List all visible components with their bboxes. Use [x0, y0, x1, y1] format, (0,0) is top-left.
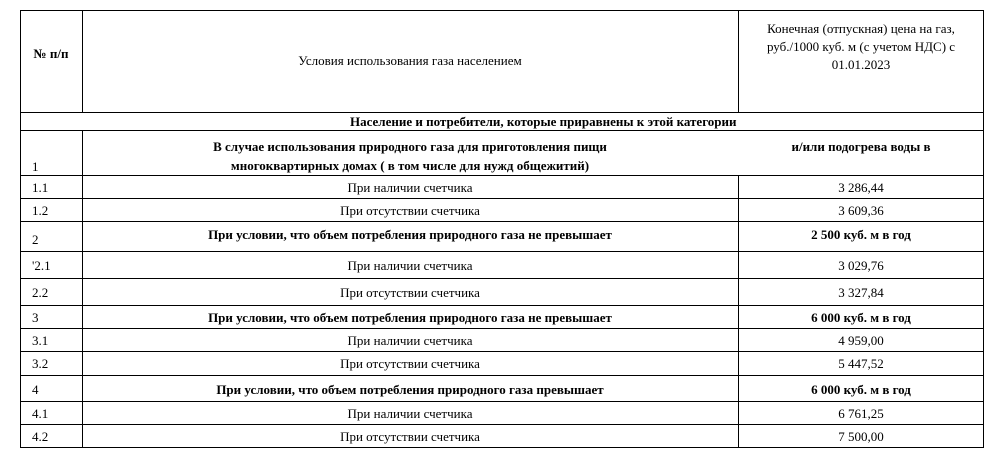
row-price: 6 000 куб. м в год — [811, 382, 911, 397]
header-price: Конечная (отпускная) цена на газ, руб./1000 куб. м (с учетом НДС) с 01.01.2023 — [766, 21, 956, 72]
row-price: 6 761,25 — [838, 406, 884, 421]
row-num: '2.1 — [32, 258, 51, 273]
row-price: 6 000 куб. м в год — [811, 310, 911, 325]
row-num: 1.2 — [32, 203, 49, 218]
row-condition-line1: В случае использования природного газа для приготовления пищи — [213, 139, 607, 154]
row-num: 3 — [32, 310, 39, 325]
row-condition: При отсутствии счетчика — [340, 285, 480, 300]
table-border-top — [20, 10, 984, 11]
row-price: 4 959,00 — [838, 333, 884, 348]
row-condition: При условии, что объем потребления природного газа не превышает — [208, 310, 612, 325]
row-condition: При наличии счетчика — [347, 258, 473, 273]
price-table — [20, 2, 984, 462]
header-divider — [20, 112, 984, 113]
row-price: 3 327,84 — [838, 285, 884, 300]
row-condition: При условии, что объем потребления природного газа не превышает — [208, 227, 612, 242]
row-num: 3.1 — [32, 333, 49, 348]
row-divider — [20, 351, 984, 352]
row-num: 1.1 — [32, 180, 49, 195]
row-divider — [20, 375, 984, 376]
row-price: и/или подогрева воды в — [791, 139, 931, 154]
header-conditions: Условия использования газа населением — [298, 53, 522, 68]
header-num: № п/п — [33, 46, 69, 61]
row-condition: При отсутствии счетчика — [340, 356, 480, 371]
row-divider — [20, 305, 984, 306]
row-condition-line2: многоквартирных домах ( в том числе для нужд общежитий) — [230, 158, 590, 173]
section-divider — [20, 130, 984, 131]
row-price: 7 500,00 — [838, 429, 884, 444]
row-divider — [20, 175, 984, 176]
row-num: 2 — [32, 232, 39, 247]
row-price: 3 029,76 — [838, 258, 884, 273]
row-condition: При отсутствии счетчика — [340, 429, 480, 444]
row-divider — [20, 328, 984, 329]
row-price: 5 447,52 — [838, 356, 884, 371]
row-divider — [20, 424, 984, 425]
row-price: 3 609,36 — [838, 203, 884, 218]
row-divider — [20, 278, 984, 279]
row-divider — [20, 401, 984, 402]
col-divider — [738, 10, 739, 113]
row-num: 1 — [32, 159, 39, 174]
row-num: 2.2 — [32, 285, 49, 300]
table-border-bottom — [20, 447, 984, 448]
table-border-left — [20, 10, 21, 448]
row-divider — [20, 198, 984, 199]
row-num: 4 — [32, 382, 39, 397]
row-condition: При наличии счетчика — [347, 333, 473, 348]
row-num: 4.2 — [32, 429, 49, 444]
row-num: 4.1 — [32, 406, 49, 421]
row-condition: При условии, что объем потребления природного газа превышает — [216, 382, 604, 397]
row-divider — [20, 251, 984, 252]
row-price: 3 286,44 — [838, 180, 884, 195]
row-condition: При наличии счетчика — [347, 406, 473, 421]
row-divider — [20, 221, 984, 222]
row-price: 2 500 куб. м в год — [811, 227, 911, 242]
row-num: 3.2 — [32, 356, 49, 371]
section-title: Население и потребители, которые приравнены к этой категории — [350, 114, 737, 129]
row-condition: При отсутствии счетчика — [340, 203, 480, 218]
row-condition: При наличии счетчика — [347, 180, 473, 195]
